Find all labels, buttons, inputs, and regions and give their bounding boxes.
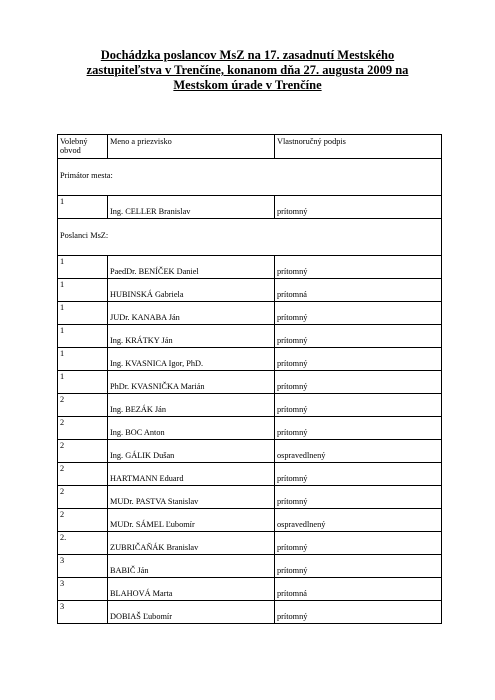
name-cell: BLAHOVÁ Marta — [110, 589, 173, 598]
district-cell: 2 — [60, 395, 65, 404]
name-cell: ZUBRIČAŇÁK Branislav — [110, 543, 199, 552]
table-row — [58, 394, 442, 417]
name-cell: Ing. KRÁTKY Ján — [110, 336, 173, 345]
table-row — [58, 601, 442, 624]
table-row — [58, 279, 442, 302]
district-cell: 1 — [60, 197, 65, 206]
table-row — [58, 509, 442, 532]
section-label-mayor: Primátor mesta: — [60, 171, 113, 180]
name-cell: DOBIAŠ Ľubomír — [110, 612, 172, 621]
table-row — [58, 578, 442, 601]
name-cell: Ing. KVASNICA Igor, PhD. — [110, 359, 204, 368]
header-name: Meno a priezvisko — [108, 135, 275, 159]
signature-cell: prítomný — [277, 359, 308, 368]
name-cell: PaedDr. BENÍČEK Daniel — [110, 267, 199, 276]
district-cell: 2 — [60, 487, 65, 496]
table-row-mayor — [58, 196, 442, 219]
section-label-members: Poslanci MsZ: — [60, 231, 109, 240]
name-cell: BABIČ Ján — [110, 566, 149, 575]
district-cell: 1 — [60, 372, 65, 381]
signature-cell: ospravedlnený — [277, 451, 326, 460]
signature-cell: prítomný — [277, 474, 308, 483]
signature-cell: prítomný — [277, 207, 308, 216]
district-cell: 3 — [60, 602, 65, 611]
district-cell: 3 — [60, 556, 65, 565]
name-cell: HARTMANN Eduard — [110, 474, 184, 483]
name-cell: Ing. BOC Anton — [110, 428, 165, 437]
name-cell: MUDr. SÁMEL Ľubomír — [110, 520, 195, 529]
table-row — [58, 371, 442, 394]
district-cell: 1 — [60, 257, 65, 266]
district-cell: 2 — [60, 510, 65, 519]
signature-cell: prítomný — [277, 428, 308, 437]
table-row — [58, 463, 442, 486]
district-cell: 1 — [60, 349, 65, 358]
signature-cell: prítomný — [277, 566, 308, 575]
district-cell: 2 — [60, 418, 65, 427]
title-line-3: Mestskom úrade v Trenčíne — [173, 78, 322, 92]
document-title — [40, 48, 455, 93]
district-cell: 2 — [60, 464, 65, 473]
name-cell: Ing. CELLER Branislav — [110, 207, 191, 216]
name-cell: JUDr. KANABA Ján — [110, 313, 180, 322]
name-cell: Ing. GÁLIK Dušan — [110, 451, 175, 460]
name-cell: Ing. BEZÁK Ján — [110, 405, 166, 414]
name-cell: MUDr. PASTVA Stanislav — [110, 497, 199, 506]
signature-cell: prítomná — [277, 589, 307, 598]
district-cell: 1 — [60, 280, 65, 289]
signature-cell: prítomná — [277, 290, 307, 299]
name-cell: HUBINSKÁ Gabriela — [110, 290, 184, 299]
district-cell: 2. — [60, 533, 67, 542]
signature-cell: prítomný — [277, 612, 308, 621]
title-line-1: Dochádzka poslancov MsZ na 17. zasadnutí Mestského — [100, 48, 395, 62]
signature-cell: prítomný — [277, 405, 308, 414]
signature-cell: prítomný — [277, 543, 308, 552]
signature-cell: prítomný — [277, 336, 308, 345]
header-row — [58, 135, 442, 159]
signature-cell: prítomný — [277, 313, 308, 322]
title-line-2: zastupiteľstva v Trenčíne, konanom dňa 27. augusta 2009 na — [86, 63, 409, 77]
name-cell: PhDr. KVASNIČKA Marián — [110, 382, 205, 391]
table-row — [58, 417, 442, 440]
table-row — [58, 486, 442, 509]
header-signature: Vlastnoručný podpis — [275, 135, 442, 159]
signature-cell: prítomný — [277, 382, 308, 391]
table-row — [58, 440, 442, 463]
header-district: Volebný obvod — [58, 135, 108, 159]
district-cell: 1 — [60, 326, 65, 335]
signature-cell: prítomný — [277, 497, 308, 506]
signature-cell: ospravedlnený — [277, 520, 326, 529]
table-row — [58, 555, 442, 578]
table-row — [58, 532, 442, 555]
section-row-members — [58, 219, 442, 256]
table-row — [58, 348, 442, 371]
table-row — [58, 302, 442, 325]
district-cell: 2 — [60, 441, 65, 450]
table-row — [58, 256, 442, 279]
signature-cell: prítomný — [277, 267, 308, 276]
district-cell: 1 — [60, 303, 65, 312]
attendance-table — [57, 134, 442, 624]
section-row-mayor — [58, 159, 442, 196]
table-row — [58, 325, 442, 348]
district-cell: 3 — [60, 579, 65, 588]
